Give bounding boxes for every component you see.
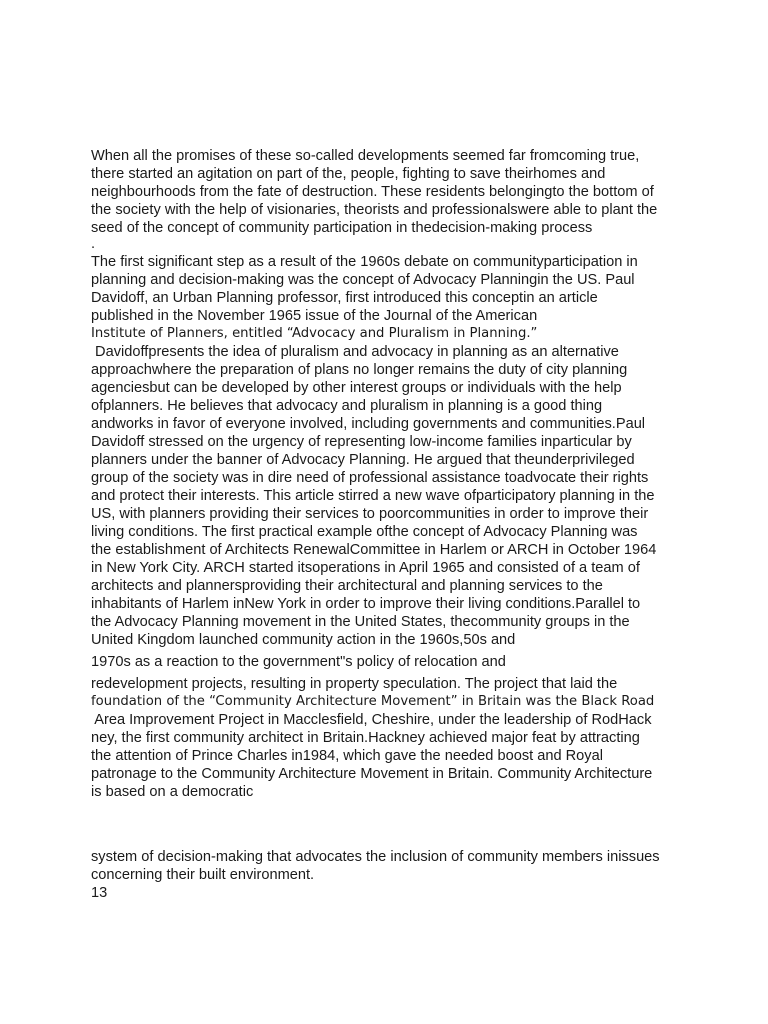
page-number: 13 [91,885,108,901]
text-line: the society with the help of visionaries, theorists and professionalswere able to plant the [91,202,658,218]
text-line: living conditions. The first practical example ofthe concept of Advocacy Planning was [91,524,638,540]
text-line: Davidoff, an Urban Planning professor, first introduced this conceptin an article [91,290,598,306]
text-line: ney, the first community architect in Britain.Hackney achieved major feat by attracting [91,730,640,746]
text-line: 1970s as a reaction to the government"s policy of relocation and [91,654,506,670]
text-line: is based on a democratic [91,784,254,800]
text-line: When all the promises of these so-called developments seemed far fromcoming true, [91,148,640,164]
text-line: foundation of the “Community Architecture Movement” in Britain was the Black Road [91,694,655,709]
text-line: agenciesbut can be developed by other interest groups or individuals with the help [91,380,622,396]
text-line: the Advocacy Planning movement in the United States, thecommunity groups in the [91,614,630,630]
text-line: concerning their built environment. [91,867,315,883]
text-line: United Kingdom launched community action in the 1960s,50s and [91,632,516,648]
text-line: andworks in favor of everyone involved, including governments and communities.Paul [91,416,646,432]
text-line: the attention of Prince Charles in1984, which gave the needed boost and Royal [91,748,603,764]
text-line: architects and plannersproviding their architectural and planning services to the [91,578,603,594]
text-line: redevelopment projects, resulting in property speculation. The project that laid the [91,676,618,692]
text-line: . [91,236,96,252]
text-line: Institute of Planners, entitled “Advocacy and Pluralism in Planning.” [91,326,538,341]
text-line: inhabitants of Harlem inNew York in order to improve their living conditions.Parallel to [91,596,641,612]
text-line: Davidoff stressed on the urgency of representing low-income families inparticular by [91,434,632,450]
text-line: group of the society was in dire need of professional assistance toadvocate their rights [91,470,649,486]
text-line: patronage to the Community Architecture Movement in Britain. Community Architecture [91,766,653,782]
text-line: there started an agitation on part of the, people, fighting to save theirhomes and [91,166,606,182]
text-line: The first significant step as a result of the 1960s debate on communityparticipation in [91,254,638,270]
text-line: in New York City. ARCH started itsoperations in April 1965 and consisted of a team of [91,560,640,576]
text-line: planning and decision-making was the concept of Advocacy Planningin the US. Paul [91,272,635,288]
text-line: published in the November 1965 issue of the Journal of the American [91,308,538,324]
text-line: Davidoffpresents the idea of pluralism and advocacy in planning as an alternative [91,344,619,360]
text-line: planners under the banner of Advocacy Planning. He argued that theunderprivileged [91,452,635,468]
text-line: approachwhere the preparation of plans no longer remains the duty of city planning [91,362,628,378]
text-line: seed of the concept of community participation in thedecision-making process [91,220,593,236]
text-line: and protect their interests. This article stirred a new wave ofparticipatory planning in the [91,488,655,504]
text-line: ofplanners. He believes that advocacy and pluralism in planning is a good thing [91,398,603,414]
text-line: US, with planners providing their services to poorcommunities in order to improve their [91,506,649,522]
text-line: the establishment of Architects RenewalCommittee in Harlem or ARCH in October 1964 [91,542,657,558]
text-line: system of decision-making that advocates the inclusion of community members inissues [91,849,660,865]
text-line: Area Improvement Project in Macclesfield, Cheshire, under the leadership of RodHack [91,712,652,728]
text-line: neighbourhoods from the fate of destruction. These residents belongingto the bottom of [91,184,654,200]
